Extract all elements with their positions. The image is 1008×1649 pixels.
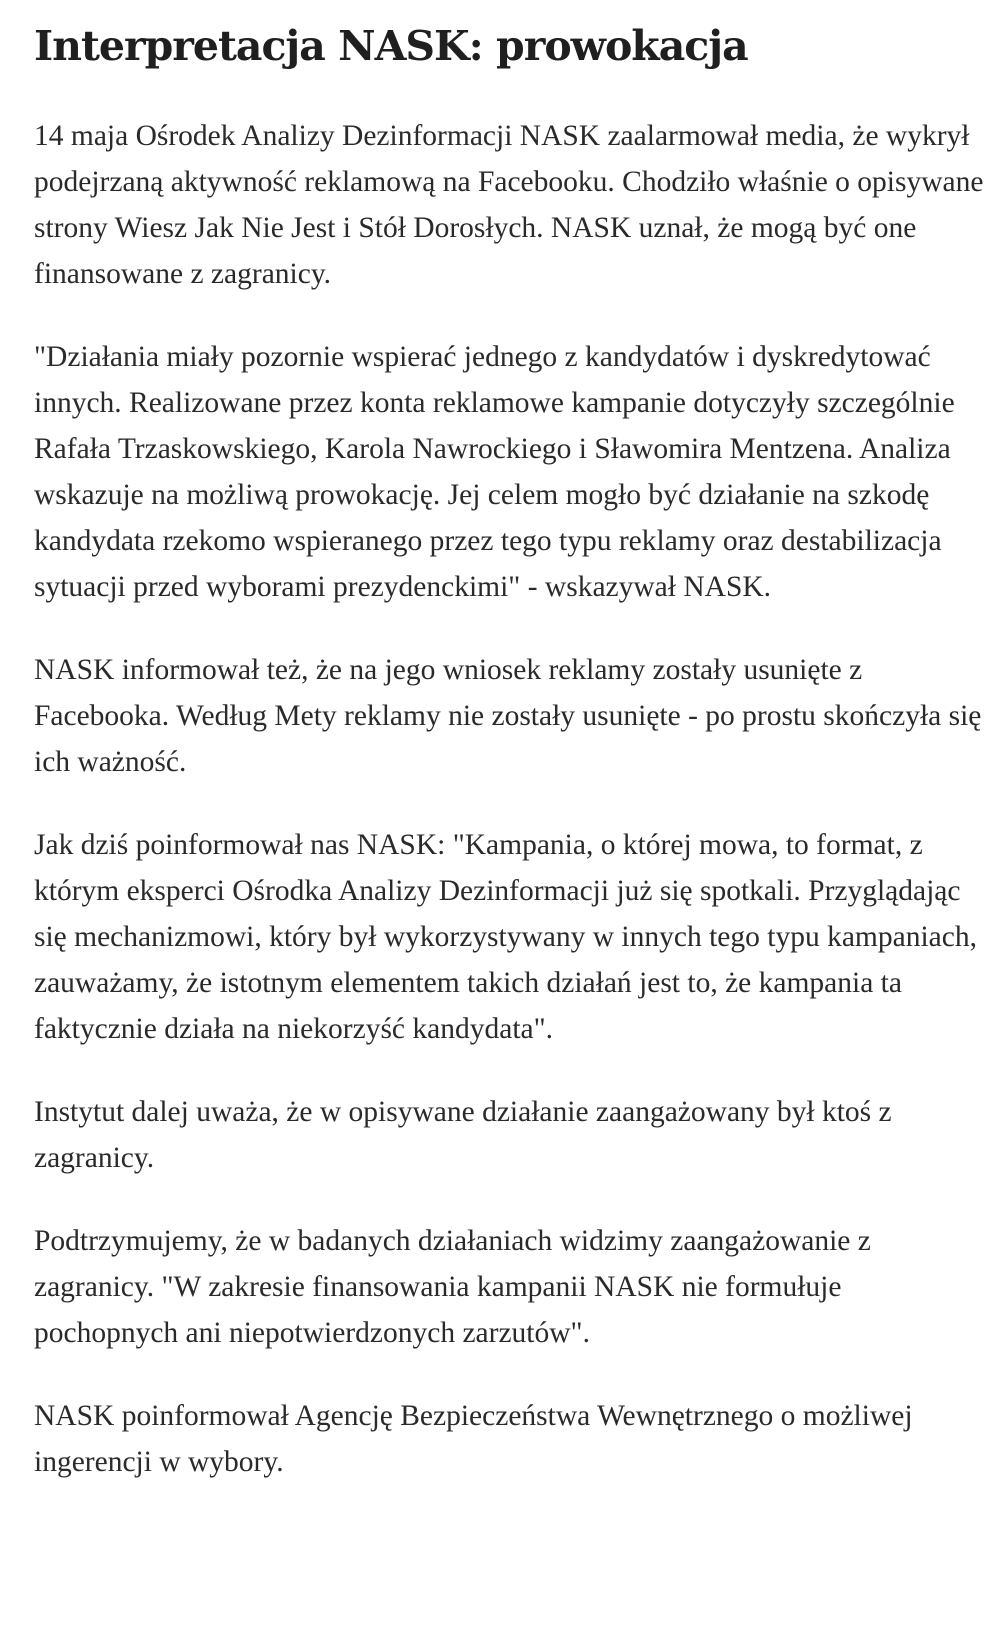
paragraph-5: Instytut dalej uważa, że w opisywane działanie zaangażowany był ktoś z zagranicy. bbox=[34, 1096, 892, 1174]
paragraph-3: NASK informował też, że na jego wniosek reklamy zostały usunięte z Facebooka. Według Mety reklamy nie zostały usunięte - po prostu skończyła się ich ważność. bbox=[34, 654, 982, 778]
paragraph-2: "Działania miały pozornie wspierać jednego z kandydatów i dyskredytować innych. Realizowane przez konta reklamowe kampanie dotyczyły szczególnie Rafała Trzaskowskiego, Karola Nawrockiego i Sławomira Mentzena. Analiza wskazuje na możliwą prowokację. Jej celem mogło być działanie na szkodę kandydata rzekomo wspieranego przez tego typu reklamy oraz destabilizacja sytuacji przed wyborami prezydenckimi" - wskazywał NASK. bbox=[34, 341, 955, 603]
article-body bbox=[34, 0, 984, 1485]
paragraph-6: Podtrzymujemy, że w badanych działaniach widzimy zaangażowanie z zagranicy. "W zakresie finansowania kampanii NASK nie formułuje pochopnych ani niepotwierdzonych zarzutów". bbox=[34, 1225, 871, 1349]
paragraph-1: 14 maja Ośrodek Analizy Dezinformacji NASK zaalarmował media, że wykrył podejrzaną aktywność reklamową na Facebooku. Chodziło właśnie o opisywane strony Wiesz Jak Nie Jest i Stół Dorosłych. NASK uznał, że mogą być one finansowane z zagranicy. bbox=[34, 120, 984, 290]
paragraph-4: Jak dziś poinformował nas NASK: "Kampania, o której mowa, to format, z którym eksperci Ośrodka Analizy Dezinformacji już się spotkali. Przyglądając się mechanizmowi, który był wykorzystywany w innych tego typu kampaniach, zauważamy, że istotnym elementem takich działań jest to, że kampania ta faktycznie działa na niekorzyść kandydata". bbox=[34, 829, 977, 1045]
section-heading: Interpretacja NASK: prowokacja bbox=[34, 22, 748, 70]
paragraph-7: NASK poinformował Agencję Bezpieczeństwa Wewnętrznego o możliwej ingerencji w wybory. bbox=[34, 1400, 913, 1478]
